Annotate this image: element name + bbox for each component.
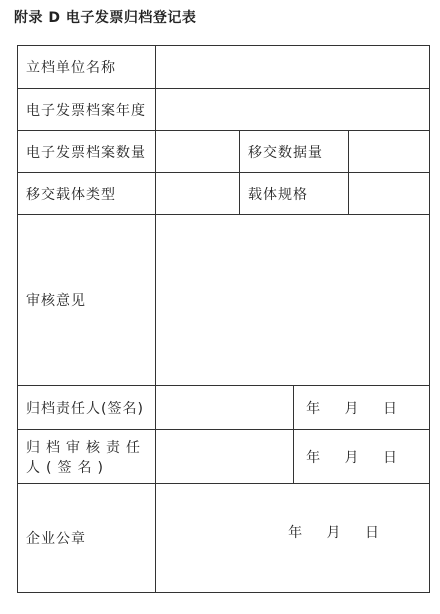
row-filing-unit <box>18 46 430 89</box>
page-title: 附录 D 电子发票归档登记表 <box>14 10 197 26</box>
archive-count-field[interactable] <box>156 131 240 173</box>
reviewer-signature-field[interactable] <box>156 430 294 484</box>
review-opinion-field[interactable] <box>156 215 430 386</box>
row-carrier <box>18 173 430 215</box>
archive-year-label: 电子发票档案年度 <box>18 89 156 131</box>
carrier-type-field[interactable] <box>156 173 240 215</box>
transfer-data-volume-label: 移交数据量 <box>240 131 349 173</box>
row-archive-count <box>18 131 430 173</box>
archive-year-field[interactable] <box>156 89 430 131</box>
row-archive-year <box>18 89 430 131</box>
archivist-label: 归档责任人(签名) <box>18 386 156 430</box>
archive-count-label: 电子发票档案数量 <box>18 131 156 173</box>
company-seal-date[interactable]: 年 月 日 <box>156 484 430 593</box>
archivist-signature-field[interactable] <box>156 386 294 430</box>
transfer-data-volume-field[interactable] <box>349 131 430 173</box>
filing-unit-field[interactable] <box>156 46 430 89</box>
row-company-seal <box>18 484 430 593</box>
row-review-opinion <box>18 215 430 386</box>
review-opinion-label: 审核意见 <box>18 215 156 386</box>
row-reviewer <box>18 430 430 484</box>
row-archivist <box>18 386 430 430</box>
archive-registration-table <box>17 45 430 593</box>
reviewer-date: 年 月 日 <box>294 430 430 484</box>
carrier-spec-label: 载体规格 <box>240 173 349 215</box>
carrier-spec-field[interactable] <box>349 173 430 215</box>
filing-unit-label: 立档单位名称 <box>18 46 156 89</box>
company-seal-label: 企业公章 <box>18 484 156 593</box>
carrier-type-label: 移交载体类型 <box>18 173 156 215</box>
reviewer-label: 归档审核责任人(签名) <box>18 430 156 484</box>
archivist-date: 年 月 日 <box>294 386 430 430</box>
